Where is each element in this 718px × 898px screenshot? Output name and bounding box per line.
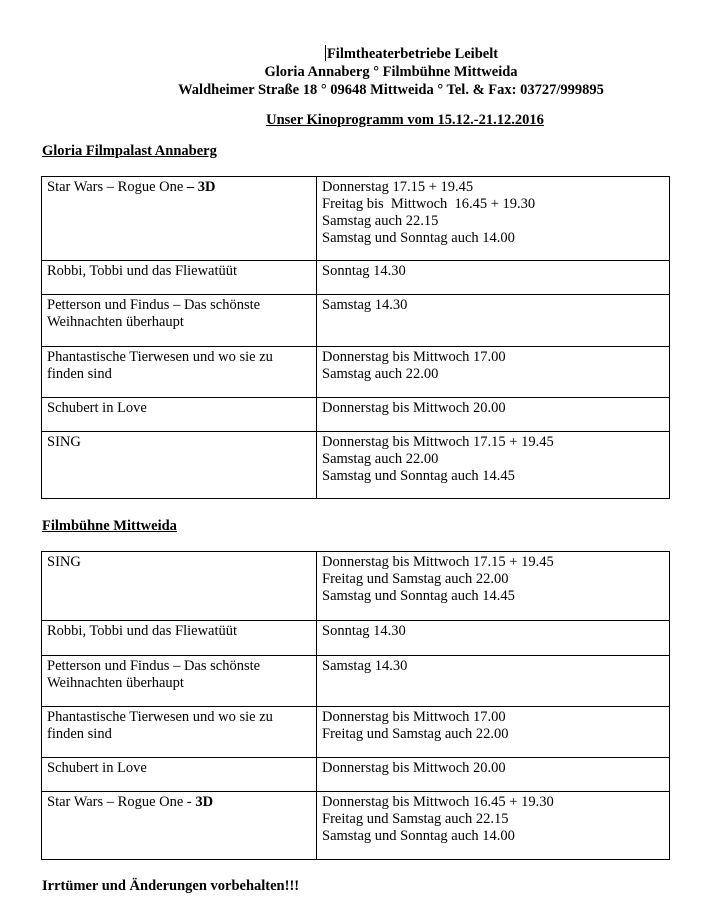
- section-title-mittweida: Filmbühne Mittweida: [42, 518, 177, 534]
- table-row: [42, 432, 670, 499]
- showtime-line: Donnerstag bis Mittwoch 17.00: [322, 709, 506, 725]
- showtime-line: Donnerstag bis Mittwoch 20.00: [322, 760, 506, 776]
- film-title: SING: [42, 432, 317, 499]
- disclaimer: Irrtümer und Änderungen vorbehalten!!!: [42, 878, 300, 894]
- schedule-table-annaberg: [41, 176, 670, 499]
- film-title: SING: [42, 552, 317, 621]
- showtime-line: Donnerstag 17.15 + 19.45: [322, 179, 474, 195]
- showtimes: [317, 552, 670, 621]
- showtime-line: Donnerstag bis Mittwoch 16.45 + 19.30: [322, 794, 554, 810]
- showtimes: [317, 758, 670, 792]
- film-title: Phantastische Tierwesen und wo sie zu finden sind: [42, 347, 317, 398]
- showtimes: [317, 656, 670, 707]
- showtime-line: Samstag und Sonntag auch 14.00: [322, 230, 515, 246]
- showtime-line: Samstag auch 22.15: [322, 213, 439, 229]
- film-title: Robbi, Tobbi und das Fliewatüüt: [42, 621, 317, 656]
- showtimes: [317, 792, 670, 860]
- showtime-line: Freitag und Samstag auch 22.15: [322, 811, 509, 827]
- showtimes: [317, 261, 670, 295]
- text-cursor: [325, 45, 326, 61]
- film-title-separator: –: [186, 179, 195, 195]
- showtime-line: Freitag und Samstag auch 22.00: [322, 726, 509, 742]
- showtime-line: Samstag auch 22.00: [322, 451, 439, 467]
- schedule-table-mittweida: [41, 551, 670, 860]
- showtime-line: Samstag und Sonntag auch 14.45: [322, 468, 515, 484]
- cinema-names: Gloria Annaberg ° Filmbühne Mittweida: [264, 64, 518, 80]
- showtime-line: Samstag 14.30: [322, 658, 408, 674]
- showtime-line: Freitag bis Mittwoch 16.45 + 19.30: [322, 196, 536, 212]
- showtime-line: Donnerstag bis Mittwoch 17.15 + 19.45: [322, 554, 554, 570]
- table-row: [42, 621, 670, 656]
- table-row: [42, 295, 670, 347]
- table-row: [42, 792, 670, 860]
- film-format-badge: 3D: [195, 794, 214, 810]
- showtime-line: Samstag und Sonntag auch 14.00: [322, 828, 515, 844]
- showtime-line: Freitag und Samstag auch 22.00: [322, 571, 509, 587]
- showtime-line: Sonntag 14.30: [322, 263, 406, 279]
- showtime-line: Donnerstag bis Mittwoch 17.00: [322, 349, 506, 365]
- showtime-line: Samstag 14.30: [322, 297, 408, 313]
- showtimes: [317, 707, 670, 758]
- showtime-line: Donnerstag bis Mittwoch 20.00: [322, 400, 506, 416]
- address-line: Waldheimer Straße 18 ° 09648 Mittweida ° Tel. & Fax: 03727/999895: [178, 82, 604, 98]
- showtimes: [317, 177, 670, 261]
- letterhead: [0, 45, 718, 99]
- film-title: Schubert in Love: [42, 398, 317, 432]
- film-title-text: Star Wars – Rogue One -: [47, 794, 196, 810]
- table-row: [42, 177, 670, 261]
- showtimes: [317, 621, 670, 656]
- showtime-line: Samstag auch 22.00: [322, 366, 439, 382]
- film-title-text: Star Wars – Rogue One: [47, 179, 187, 195]
- showtimes: [317, 398, 670, 432]
- film-title: [42, 177, 317, 261]
- showtime-line: Samstag und Sonntag auch 14.45: [322, 588, 515, 604]
- film-title: Phantastische Tierwesen und wo sie zu finden sind: [42, 707, 317, 758]
- table-row: [42, 758, 670, 792]
- table-row: [42, 707, 670, 758]
- film-title: Robbi, Tobbi und das Fliewatüüt: [42, 261, 317, 295]
- showtimes: [317, 432, 670, 499]
- film-title: Petterson und Findus – Das schönste Weihnachten überhaupt: [42, 656, 317, 707]
- company-name-text: Filmtheaterbetriebe Leibelt: [326, 46, 499, 62]
- table-row: [42, 552, 670, 621]
- showtimes: [317, 295, 670, 347]
- table-row: [42, 347, 670, 398]
- film-title: [42, 792, 317, 860]
- section-title-annaberg: Gloria Filmpalast Annaberg: [42, 143, 217, 159]
- film-title: Petterson und Findus – Das schönste Weihnachten überhaupt: [42, 295, 317, 347]
- showtimes: [317, 347, 670, 398]
- showtime-line: Donnerstag bis Mittwoch 17.15 + 19.45: [322, 434, 554, 450]
- table-row: [42, 398, 670, 432]
- page-title: Unser Kinoprogramm vom 15.12.-21.12.2016: [266, 112, 544, 128]
- table-row: [42, 656, 670, 707]
- table-row: [42, 261, 670, 295]
- film-format-badge: 3D: [194, 179, 216, 195]
- company-name: [0, 45, 718, 63]
- showtime-line: Sonntag 14.30: [322, 623, 406, 639]
- film-title: Schubert in Love: [42, 758, 317, 792]
